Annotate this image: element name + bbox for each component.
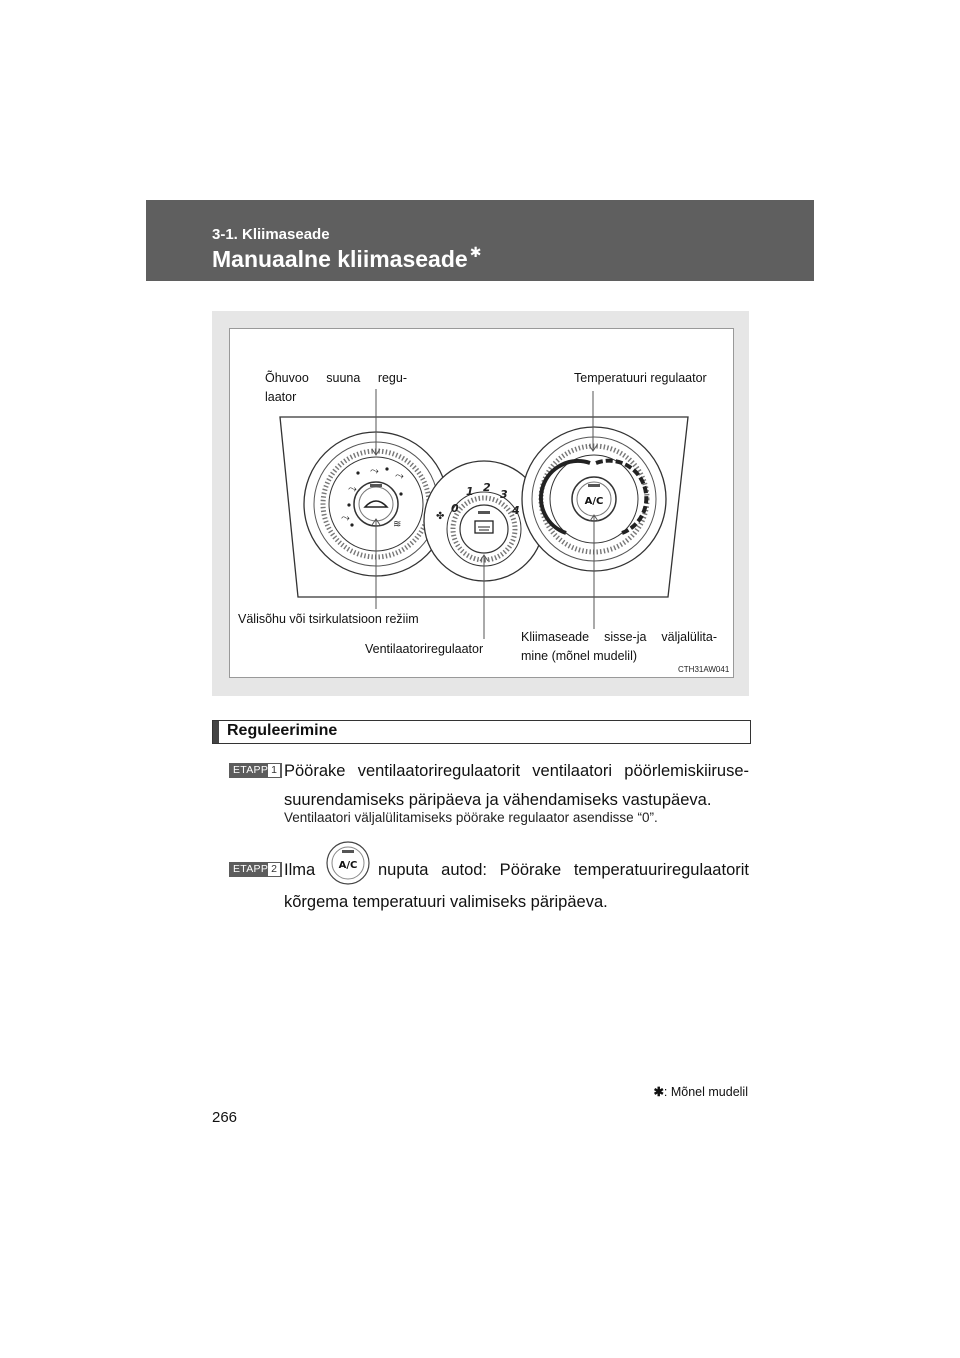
step-2-text-line2: kõrgema temperatuuri valimiseks päripäeva.	[284, 893, 608, 911]
fan-scale-0: 0	[451, 502, 459, 515]
label-recirculation: Välisõhu või tsirkulatsioon režiim	[238, 612, 419, 626]
step-1-note: Ventilaatori väljalülitamiseks pöörake regulaator asendisse “0”.	[284, 810, 658, 825]
fan-scale-3: 3	[500, 488, 508, 501]
recirc-indicator	[370, 484, 382, 487]
fan-scale-2: 2	[483, 481, 491, 494]
ac-button-icon	[326, 841, 370, 885]
label-ac-onoff: Kliimaseade sisse-ja väljalülita-	[521, 630, 717, 644]
chapter-header	[146, 200, 814, 281]
step-2-badge	[229, 862, 282, 877]
section-heading	[212, 720, 751, 744]
step-2-text-pre: Ilma	[284, 861, 316, 879]
footnote	[653, 1084, 748, 1099]
vent-floor-icon: ⤳	[395, 469, 404, 482]
section-marker	[213, 721, 219, 743]
label-ac-onoff-2: mine (mõnel mudelil)	[521, 649, 638, 663]
step-2-number: 2	[268, 863, 280, 876]
label-airflow-2: laator	[265, 390, 297, 404]
section-label: 3-1. Kliimaseade	[212, 226, 330, 243]
footnote-asterisk-icon: ✱	[653, 1085, 664, 1099]
step-1-text-line2: suurendamiseks päripäeva ja vähendamiseks vastupäeva.	[284, 791, 712, 809]
ac-label: A/C	[584, 496, 604, 507]
step-2-text-post: nuputa autod: Pöörake temperatuuriregulaatorit	[378, 861, 749, 879]
step-1-number: 1	[268, 764, 280, 777]
climate-control-figure	[229, 328, 734, 678]
vent-feet-icon: ⤳	[341, 511, 350, 524]
step-1-badge	[229, 763, 282, 778]
step-1-label: ETAPP	[233, 764, 269, 776]
page-title	[212, 246, 481, 273]
step-1-text-line1: Pöörake ventilaatoriregulaatorit ventilaatori pöörlemiskiiruse-	[284, 762, 749, 780]
ac-button-label: A/C	[338, 860, 358, 871]
footnote-text: : Mõnel mudelil	[663, 1085, 748, 1099]
page-title-text: Manuaalne kliimaseade	[212, 246, 468, 272]
fan-scale-4: 4	[512, 504, 520, 517]
step-2-label: ETAPP	[233, 863, 269, 875]
vent-face-icon: ⤳	[348, 482, 357, 495]
page-number: 266	[212, 1109, 238, 1126]
label-airflow: Õhuvoo suuna regu-	[265, 371, 407, 385]
fan-scale-1: 1	[466, 485, 474, 498]
section-heading-text: Reguleerimine	[227, 722, 338, 739]
label-fan: Ventilaatoriregulaator	[365, 642, 484, 656]
asterisk-icon: ✱	[469, 244, 482, 260]
label-temperature: Temperatuuri regulaator	[574, 371, 707, 385]
fan-icon: ✤	[436, 511, 445, 522]
figure-code: CTH31AW041	[678, 665, 730, 674]
vent-bilevel-icon: ⤳	[370, 464, 379, 477]
rear-defog-indicator	[478, 511, 490, 514]
defrost-icon: ≋	[393, 519, 402, 530]
ac-indicator	[588, 484, 600, 487]
